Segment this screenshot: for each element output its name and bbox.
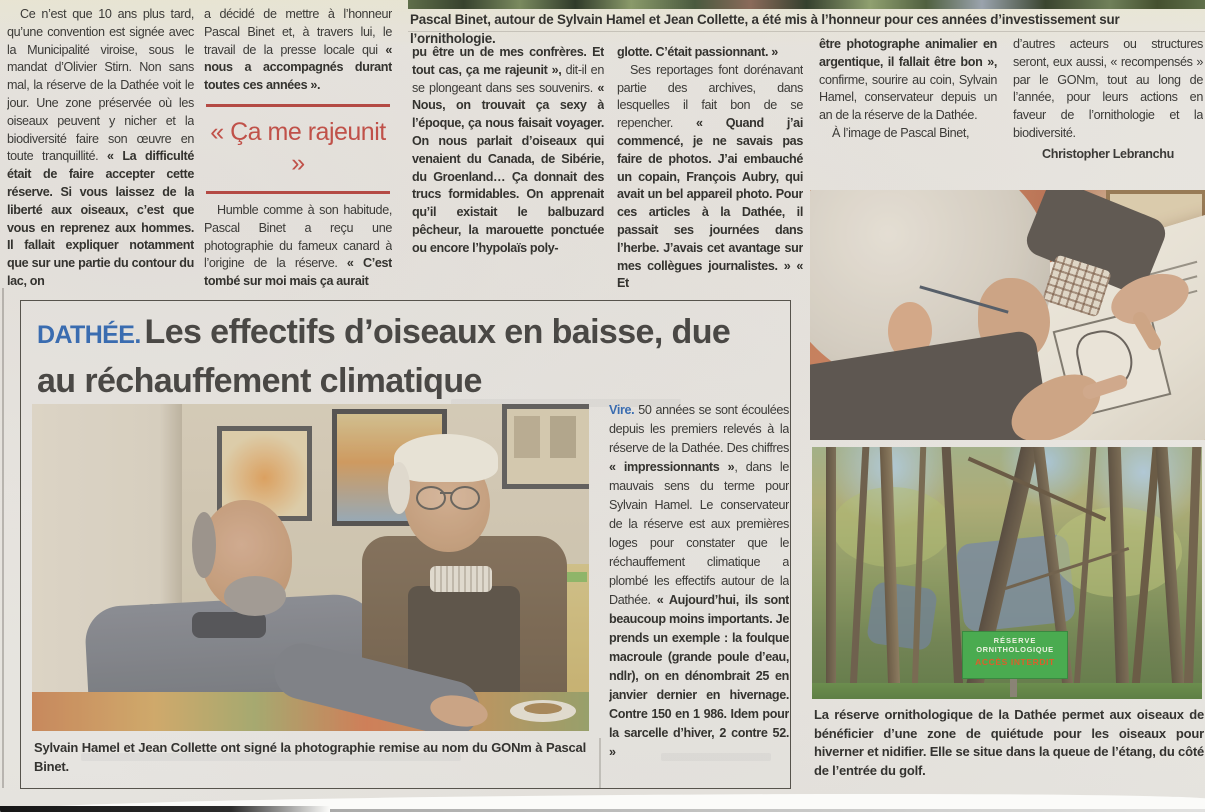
article-headline-block <box>37 311 777 409</box>
body-text: Humble comme à son habitude, Pascal Binet a reçu une photographie du fameux canard à l’origine de la réserve. <box>204 202 392 271</box>
quote-text: « impressionnants » <box>609 460 735 474</box>
page-edge-rule <box>2 288 4 788</box>
sign-line-3: ACCÈS INTERDIT <box>975 657 1055 667</box>
pull-quote: « Ça me rajeunit » <box>206 104 390 194</box>
top-photo-strip <box>408 0 1205 9</box>
forest-photo-caption: La réserve ornithologique de la Dathée permet aux oiseaux de bénéficier d’une zone de quiétude pour les oiseaux pour hiverner et nidifier. Elle se situe dans la queue de l’étang, du côté de l’entrée du golf. <box>814 707 1204 778</box>
quote-text: « Quand j’ai commencé, je ne savais pas faire de photos. J’ai embauché un copain, François Aubry, qui avait un bel appareil photo. Pour ces articles à la Dathée, il passait ses journées dans l’herbe. J’avais cet avantage sur mes collègues journalistes. » <box>617 116 803 273</box>
paragraph <box>819 36 997 125</box>
byline: Christopher Lebranchu <box>1042 146 1174 161</box>
photo-wash <box>32 404 589 731</box>
paragraph <box>617 62 803 293</box>
boxed-article <box>20 300 791 789</box>
photo-wash <box>810 190 1205 440</box>
article-kicker: DATHÉE. <box>37 321 141 349</box>
column-1 <box>7 6 194 298</box>
box-body-column <box>609 401 789 784</box>
body-text: Ses reportages font dorénavant partie des archives, dans lesquelles il fait bon de se repencher. <box>617 62 803 131</box>
body-text: d’autres acteurs ou structures seront, eux aussi, « recompensés » par le GONm, tout au long de l’année, pour leurs actions en faveur de l’ornithologie et la biodiversité. <box>1013 37 1203 140</box>
quote-text: « Et <box>617 258 803 291</box>
paragraph <box>1013 36 1203 143</box>
quote-text: « nous a accompagnés durant toutes ces années ». <box>204 42 392 93</box>
paragraph <box>7 6 194 291</box>
paragraph <box>204 6 392 95</box>
body-text: , dans le mauvais sens du terme pour Sylvain Hamel. Le conservateur de la réserve est aux premières loges pour constater que le réchauffement climatique a plombé les effectifs autour de la Dathée. <box>609 460 789 607</box>
column-5 <box>819 36 997 188</box>
quote-text: « La difficulté était de faire accepter cette réserve. Si vous laissez de la liberté aux oiseaux, c’est que vous en reprenez aux hommes. Il fallait expliquer notamment que sur une partie du contour du lac, on <box>7 149 194 288</box>
column-3 <box>412 44 604 298</box>
body-text: a décidé de mettre à l’honneur Pascal Binet et, à travers lui, le travail de la presse locale qui <box>204 7 392 57</box>
sign-line-2: ORNITHOLOGIQUE <box>976 645 1054 654</box>
column-rule <box>599 738 601 788</box>
body-text: dit-il en se plongeant dans ses souvenirs. <box>412 62 604 95</box>
body-text: confirme, sourire au coin, Sylvain Hamel, conservateur depuis un an de la réserve de la Dathée. <box>819 72 997 123</box>
quote-text: « C’est tombé sur moi mais ça aurait <box>204 256 392 289</box>
paragraph <box>204 202 392 291</box>
paragraph <box>819 125 997 143</box>
lead-label: Vire. <box>609 403 635 417</box>
paragraph <box>617 44 803 62</box>
body-text: 50 années se sont écoulées depuis les premiers relevés à la réserve de la Dathée. Des chiffres <box>609 403 789 455</box>
column-2 <box>204 6 392 298</box>
photo-forest-reserve <box>812 447 1202 699</box>
article-headline: Les effectifs d’oiseaux en baisse, due au réchauffement climatique <box>37 313 731 400</box>
body-text: À l’image de Pascal Binet, <box>832 125 970 140</box>
quote-text: être photographe animalier en argentique, il fallait être bon », <box>819 37 997 69</box>
column-6 <box>1013 36 1203 196</box>
quote-text: pu être un de mes confrères. Et tout cas, ça me rajeunit », <box>412 45 604 77</box>
paper-fold-line <box>408 31 1205 32</box>
quote-text: « Aujourd’hui, ils sont beaucoup moins importants. Je prends un exemple : la foulque macroule (grande poule d’eau, ndlr), on en dénombrait 25 en janvier dernier en hivernage. Contre 150 en 1 986. Idem pour la sarcelle d’hiver, 2 contre 52. » <box>609 593 789 759</box>
box-photo-caption: Sylvain Hamel et Jean Collette ont signé la photographie remise au nom du GONm à Pascal Binet. <box>34 740 586 774</box>
photo-man-reading <box>810 190 1205 440</box>
quote-text: glotte. C’était passionnant. » <box>617 45 778 59</box>
page-curl-shadow <box>0 806 330 812</box>
sign-line-1: RÉSERVE <box>993 636 1037 645</box>
paragraph <box>412 44 604 258</box>
photo-wash <box>812 447 1202 699</box>
body-text: Ce n’est que 10 ans plus tard, qu’une convention est signée avec la Municipalité viroise, sous le mandat d’Olivier Stirn. Non sans mal, la réserve de la Dathée voit le jour. Une zone préservée où les oiseaux peuvent y nicher et la biodiversité faire son œuvre en toute tranquillité. <box>7 7 194 164</box>
paragraph <box>609 401 789 762</box>
quote-text: « Nous, on trouvait ça sexy à l’époque, ça nous faisait voyager. On nous parlait d’oiseaux qui venaient du Canada, de Sibérie, du Groenland… Ça donnait des trucs formidables. On apprenait qu’il existait le balbuzard pêcheur, la marouette ponctuée ou encore l’hypolaïs poly- <box>412 80 604 255</box>
column-4 <box>617 44 803 298</box>
masthead-caption: Pascal Binet, autour de Sylvain Hamel et Jean Collette, a été mis à l’honneur pour ces années d’investissement sur l’ornithologie. <box>410 12 1120 46</box>
photo-two-men <box>32 404 589 731</box>
